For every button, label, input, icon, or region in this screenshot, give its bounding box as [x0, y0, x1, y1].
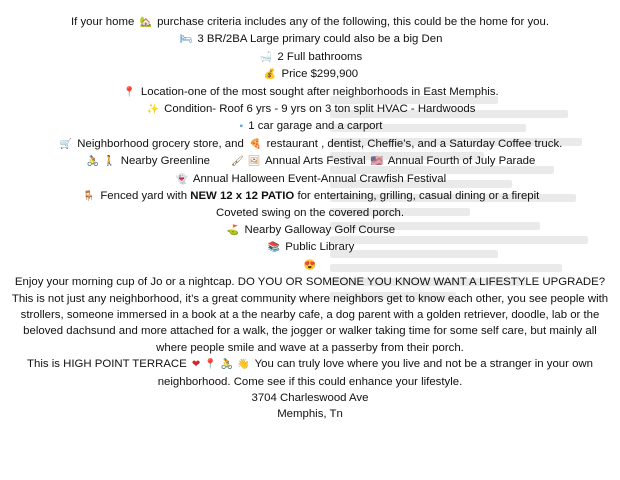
bedrooms-text: 3 BR/2BA Large primary could also be a big Den: [197, 33, 443, 46]
listing-description: [0, 14, 620, 423]
library-text: Public Library: [285, 241, 355, 254]
intro-line: [0, 14, 620, 31]
address-street: 3704 Charleswood Ave: [251, 391, 369, 404]
high-point-text-end: You can truly love where you live and not be a stranger in your own neighborhood. Come see if this could enhance your lifestyle.: [157, 358, 593, 388]
bicycle-icon-2: 🚴: [220, 359, 234, 371]
amenities-text-start: Neighborhood grocery store, and: [77, 137, 244, 150]
patio-text: NEW 12 x 12 PATIO: [190, 190, 295, 203]
lifestyle-paragraph: Enjoy your morning cup of Jo or a nightcap. DO YOU OR SOMEONE YOU KNOW WANT A LIFESTYLE UPGRADE? This is not just any neighborhood, it’s a great community where neighbors get to know each other, you see people with strollers, someone immersed in a book at a the nearby cafe, a dog parent with a golden retriever, doodle, lab or the beloved dachsund and more attached for a walk, the jogger or walker taking time for some self care, but mainly all where people smile and wave at a passerby from their porch.: [11, 276, 609, 354]
location-line: [0, 84, 620, 101]
library-line: [0, 239, 620, 256]
bedrooms-line: [0, 31, 620, 48]
price-text: Price $299,900: [281, 68, 359, 81]
bathrooms-line: [0, 49, 620, 66]
bathtub-icon: 🛁: [259, 51, 273, 63]
books-icon: 📚: [267, 242, 281, 254]
smile-line: [0, 257, 620, 274]
garage-line: [0, 118, 620, 135]
shopping-cart-icon: 🛒: [59, 138, 73, 150]
money-bag-icon: 💰: [263, 69, 277, 81]
intro-text-end: purchase criteria includes any of the following, this could be the home for you.: [157, 16, 550, 28]
heart-eyes-icon: 😍: [303, 259, 317, 271]
us-flag-icon: 🇺🇸: [370, 156, 384, 168]
yard-text-end: for entertaining, grilling, casual dining or a firepit: [297, 190, 540, 203]
arts-festival-text: Annual Arts Festival: [264, 155, 366, 168]
bullet-icon: ▪: [239, 121, 244, 133]
porch-text: Coveted swing on the covered porch.: [215, 207, 405, 220]
heart-icon: ❤: [191, 359, 201, 371]
halloween-line: [0, 171, 620, 188]
food-icon: 🍕: [249, 138, 262, 150]
yard-text-start: Fenced yard with: [100, 190, 188, 203]
garage-text: 1 car garage and a carport: [248, 120, 383, 133]
walking-icon: 🚶: [103, 156, 116, 168]
framed-picture-icon: 🖼: [247, 156, 261, 168]
intro-text-start: If your home: [70, 16, 135, 28]
greenline-text: Nearby Greenline: [120, 155, 210, 168]
address-city: Memphis, Tn: [277, 408, 343, 421]
condition-text: Condition- Roof 6 yrs - 9 yrs on 3 ton split HVAC - Hardwoods: [164, 103, 476, 116]
amenities-text-end: restaurant , dentist, Cheffie’s, and a Saturday Coffee truck.: [266, 137, 563, 150]
ghost-icon: 👻: [175, 173, 189, 185]
amenities-line: [0, 136, 620, 153]
golf-text: Nearby Galloway Golf Course: [244, 223, 396, 236]
golf-line: [0, 222, 620, 239]
golf-icon: ⛳: [226, 224, 240, 236]
bathrooms-text: 2 Full bathrooms: [277, 50, 363, 63]
chair-icon: 🪑: [82, 191, 96, 203]
high-point-text: This is HIGH POINT TERRACE: [27, 358, 187, 371]
yard-line: [0, 188, 620, 205]
bicycle-icon: 🚴: [86, 156, 100, 168]
high-point-paragraph: [0, 356, 620, 390]
house-icon: 🏡: [139, 17, 152, 28]
paintbrush-icon: 🖌: [231, 156, 244, 168]
location-text: Location-one of the most sought after neighborhoods in East Memphis.: [140, 85, 499, 98]
pin-icon: 📍: [123, 86, 136, 98]
waving-hand-icon: 👋: [237, 359, 250, 371]
condition-line: [0, 101, 620, 118]
events-line: [0, 153, 620, 170]
porch-line: [0, 205, 620, 221]
bed-icon: 🛏: [179, 34, 193, 46]
sparkle-icon: ✨: [146, 104, 159, 116]
parade-text: Annual Fourth of July Parade: [387, 155, 536, 168]
pin-icon-2: 📍: [204, 359, 217, 371]
price-line: [0, 66, 620, 83]
halloween-text: Annual Halloween Event-Annual Crawfish Festival: [192, 172, 447, 185]
